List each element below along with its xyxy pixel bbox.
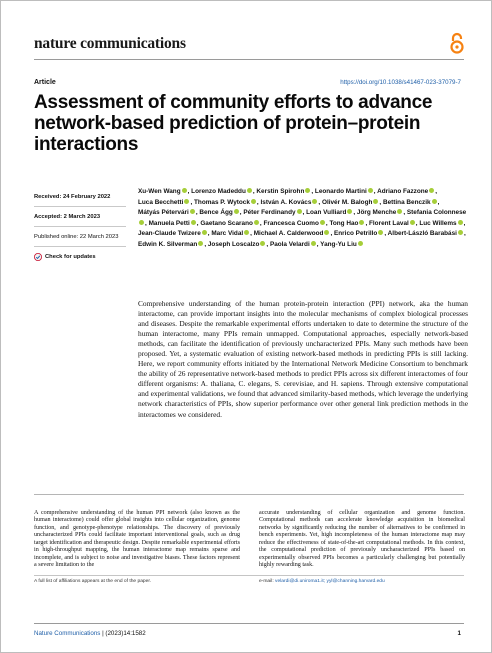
affiliations-note: A full list of affiliations appears at the end of the paper. bbox=[34, 579, 152, 584]
article-dates bbox=[34, 187, 126, 267]
author-name[interactable]: Luca Becchetti bbox=[138, 198, 184, 206]
body-text-left-column: A comprehensive understanding of the human PPI network (also known as the human interactome) could offer global insights into cellular organization, genome function, and genotype-phenotype relationships. The discovery of previously uncharacterized PPIs could facilitate important interventional goals, such as drug target identification and therapeutic design. Despite remarkable experimental efforts in high-throughput mapping, the human interactome map remains sparse and incomplete, and is subject to noise and investigative biases. These factors represent a severe limitation to the bbox=[34, 510, 240, 569]
author-name[interactable]: Florent Laval bbox=[369, 219, 409, 227]
author-name[interactable]: Mátyás Pétervári bbox=[138, 209, 189, 217]
abstract: Comprehensive understanding of the human protein-protein interaction (PPI) network, aka the human interactome, can provide important insights into the molecular mechanisms of complex biological processes and diseases. Despite the remarkable experimental efforts undertaken to date to determine the structure of the human interactome, many PPIs remain unmapped. Computational approaches, especially network-based methods, can facilitate the identification of previously uncharacterized PPIs. Many such methods have been proposed. Yet, a systematic evaluation of existing network-based methods in predicting PPIs is still lacking. Here, we report community efforts initiated by the International Network Medicine Consortium to benchmark the ability of 26 representative network-based methods to predict PPIs across six different interactomes of four different organisms: A. thaliana, C. elegans, S. cerevisiae, and H. sapiens. Through extensive computational and experimental validations, we found that advanced similarity-based methods, which leverage the underlying network characteristics of PPIs, show superior performance over other general link prediction methods in the interactomes we considered. bbox=[138, 299, 468, 419]
author-name[interactable]: Albert-László Barabási bbox=[387, 230, 457, 238]
orcid-icon[interactable] bbox=[432, 199, 437, 204]
author-name[interactable]: Francesca Cuomo bbox=[263, 219, 319, 227]
author-name[interactable]: Bence Ágg bbox=[199, 209, 233, 217]
email-label: e-mail: bbox=[259, 579, 274, 584]
author-name[interactable]: Joseph Loscalzo bbox=[207, 240, 260, 248]
orcid-icon[interactable] bbox=[312, 199, 317, 204]
author-name[interactable]: Jörg Menche bbox=[356, 209, 397, 217]
orcid-icon[interactable] bbox=[254, 220, 259, 225]
abstract-divider bbox=[34, 494, 464, 495]
article-type: Article bbox=[34, 79, 56, 86]
orcid-icon[interactable] bbox=[260, 241, 265, 246]
author-name[interactable]: Kerstin Spirohn bbox=[256, 188, 305, 195]
author-name[interactable]: Marc Vidal bbox=[211, 230, 244, 238]
author-name[interactable]: Péter Ferdinandy bbox=[243, 209, 296, 217]
orcid-icon[interactable] bbox=[324, 230, 329, 235]
author-name[interactable]: Yang-Yu Liu bbox=[320, 240, 357, 248]
author-name[interactable]: Manuela Petti bbox=[148, 219, 190, 227]
orcid-icon[interactable] bbox=[458, 220, 463, 225]
author-name[interactable]: Michael A. Calderwood bbox=[253, 230, 324, 238]
orcid-icon[interactable] bbox=[410, 220, 415, 225]
author-name[interactable]: Stefania Colonnese bbox=[406, 209, 467, 217]
header-divider bbox=[34, 59, 464, 60]
doi-link[interactable]: https://doi.org/10.1038/s41467-023-37079-7 bbox=[340, 79, 461, 86]
orcid-icon[interactable] bbox=[198, 241, 203, 246]
orcid-icon[interactable] bbox=[347, 209, 352, 214]
author-name[interactable]: István A. Kovács bbox=[260, 198, 312, 206]
published-date: Published online: 22 March 2023 bbox=[34, 227, 126, 247]
orcid-icon[interactable] bbox=[397, 209, 402, 214]
author-name[interactable]: Gaetano Scarano bbox=[200, 219, 253, 227]
author-list: Xu-Wen Wang , Lorenzo Madeddu , Kerstin Spirohn , Leonardo Martini , Adriano Fazzone , Luca Becchetti , Thomas P. Wytock , István A. Kovács , Olivér M. Balogh , Bettina Benczik , Mátyás Pétervári , Bence Ágg , Péter Ferdinandy , Loan Vulliard , Jörg Menche , Stefania Colonnese, Manuela Petti , Gaetano Scarano , Francesca Cuomo , Tong Hao , Florent Laval , Luc Willems , Jean-Claude Twizere , Marc Vidal , Michael A. Calderwood , Enrico Petrillo , Albert-László Barabási , Edwin K. Silverman , Joseph Loscalzo , Paola Velardi , Yang-Yu Liu bbox=[138, 188, 467, 248]
email-note bbox=[259, 579, 385, 584]
orcid-icon[interactable] bbox=[182, 188, 187, 193]
check-for-updates-label: Check for updates bbox=[45, 254, 96, 260]
author-name[interactable]: Enrico Petrillo bbox=[334, 230, 378, 238]
footer-journal[interactable]: Nature Communications bbox=[34, 630, 101, 637]
orcid-icon[interactable] bbox=[139, 220, 144, 225]
footer-volume: | (2023)14:1582 bbox=[102, 630, 146, 637]
open-access-icon bbox=[449, 31, 465, 55]
orcid-icon[interactable] bbox=[311, 241, 316, 246]
email-links[interactable]: velardi@di.uniroma1.it; yyl@channing.harvard.edu bbox=[275, 579, 385, 584]
orcid-icon[interactable] bbox=[429, 188, 434, 193]
orcid-icon[interactable] bbox=[368, 188, 373, 193]
orcid-icon[interactable] bbox=[458, 230, 463, 235]
orcid-icon[interactable] bbox=[234, 209, 239, 214]
check-for-updates-button[interactable] bbox=[34, 247, 126, 267]
check-for-updates-icon bbox=[34, 253, 42, 261]
orcid-icon[interactable] bbox=[190, 209, 195, 214]
orcid-icon[interactable] bbox=[305, 188, 310, 193]
author-name[interactable]: Olivér M. Balogh bbox=[321, 198, 373, 206]
orcid-icon[interactable] bbox=[191, 220, 196, 225]
orcid-icon[interactable] bbox=[202, 230, 207, 235]
orcid-icon[interactable] bbox=[320, 220, 325, 225]
author-name[interactable]: Jean-Claude Twizere bbox=[138, 230, 201, 238]
journal-name: nature communications bbox=[34, 35, 186, 52]
author-name[interactable]: Loan Vulliard bbox=[306, 209, 347, 217]
footnote-divider bbox=[34, 575, 464, 576]
footer-citation bbox=[34, 630, 146, 637]
orcid-icon[interactable] bbox=[378, 230, 383, 235]
orcid-icon[interactable] bbox=[373, 199, 378, 204]
footer-divider bbox=[34, 623, 464, 624]
orcid-icon[interactable] bbox=[358, 241, 363, 246]
author-name[interactable]: Paola Velardi bbox=[269, 240, 310, 248]
author-name[interactable]: Xu-Wen Wang bbox=[138, 188, 181, 195]
author-name[interactable]: Edwin K. Silverman bbox=[138, 240, 198, 248]
page-number: 1 bbox=[457, 630, 461, 637]
author-name[interactable]: Luc Willems bbox=[419, 219, 457, 227]
orcid-icon[interactable] bbox=[247, 188, 252, 193]
author-name[interactable]: Adriano Fazzone bbox=[377, 188, 429, 195]
received-date: Received: 24 February 2022 bbox=[34, 187, 126, 207]
orcid-icon[interactable] bbox=[184, 199, 189, 204]
orcid-icon[interactable] bbox=[359, 220, 364, 225]
author-name[interactable]: Bettina Benczik bbox=[382, 198, 431, 206]
orcid-icon[interactable] bbox=[297, 209, 302, 214]
accepted-date: Accepted: 2 March 2023 bbox=[34, 207, 126, 227]
author-name[interactable]: Leonardo Martini bbox=[314, 188, 367, 195]
orcid-icon[interactable] bbox=[251, 199, 256, 204]
orcid-icon[interactable] bbox=[244, 230, 249, 235]
body-text-right-column: accurate understanding of cellular organization and genome function. Computational methods can accelerate knowledge acquisition in biomedical networks by significantly reducing the number of alternatives to be confirmed in bench experiments. Yet, high incompleteness of the human interactome map may reduce the effectiveness of state-of-the-art computational methods. In this context, the computational prediction of previously uncharacterized PPIs based on experimentally observed PPIs becomes a particularly challenging but potentially highly rewarding task. bbox=[259, 510, 465, 569]
author-name[interactable]: Tong Hao bbox=[329, 219, 359, 227]
paper-title: Assessment of community efforts to advance network-based prediction of protein–protein interactions bbox=[34, 92, 433, 155]
author-name[interactable]: Lorenzo Madeddu bbox=[191, 188, 246, 195]
author-name[interactable]: Thomas P. Wytock bbox=[194, 198, 250, 206]
